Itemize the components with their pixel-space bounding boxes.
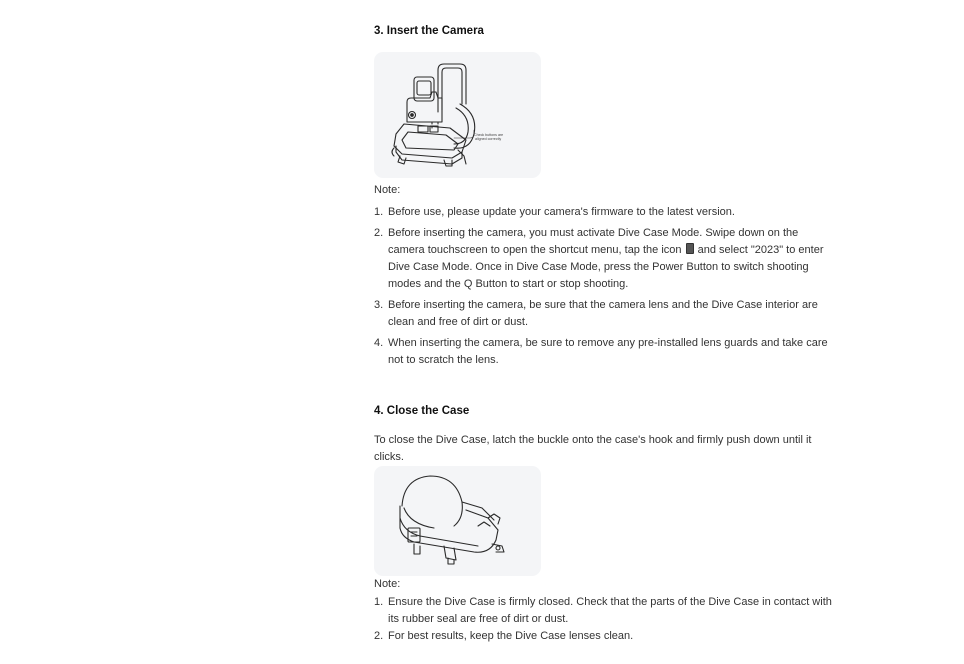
list-number: 2. xyxy=(374,630,384,642)
list-item xyxy=(374,335,834,369)
callout-text-line2: aligned correctly xyxy=(475,137,502,141)
list-item xyxy=(374,297,834,331)
list-number: 1. xyxy=(374,596,384,608)
section-heading-insert-camera: 3. Insert the Camera xyxy=(374,25,484,37)
list-number: 4. xyxy=(374,337,384,349)
list-text: Before inserting the camera, be sure that the camera lens and the Dive Case interior are clean and free of dirt or dust. xyxy=(388,299,818,328)
list-item xyxy=(374,225,834,293)
camera-insertion-drawing xyxy=(374,52,541,178)
list-number: 1. xyxy=(374,206,384,218)
list-item xyxy=(374,628,834,645)
insert-camera-illustration xyxy=(374,52,541,178)
section4-notes-list xyxy=(374,594,834,645)
list-text-before-icon: Before inserting the camera, you must activate Dive Case Mode. Swipe down on the camera touchscreen to open the shortcut menu, tap the icon xyxy=(388,227,799,256)
list-number: 2. xyxy=(374,227,384,239)
list-text: When inserting the camera, be sure to remove any pre-installed lens guards and take care not to scratch the lens. xyxy=(388,337,828,366)
list-text-after-icon: and select "2023" to enter Dive Case Mode. Once in Dive Case Mode, press the Power Button to switch shooting modes and the Q Button to start or stop shooting. xyxy=(388,244,824,290)
list-text: Before use, please update your camera's firmware to the latest version. xyxy=(388,206,735,218)
section3-note-label: Note: xyxy=(374,184,401,196)
list-text: Ensure the Dive Case is firmly closed. Check that the parts of the Dive Case in contact with its rubber seal are free of dirt or dust. xyxy=(388,596,832,625)
list-item xyxy=(374,594,834,628)
dive-case-mode-icon xyxy=(686,243,694,254)
list-number: 3. xyxy=(374,299,384,311)
case-closing-drawing xyxy=(374,466,541,576)
section3-notes-list xyxy=(374,204,834,369)
close-case-illustration xyxy=(374,466,541,576)
section4-note-label: Note: xyxy=(374,578,401,590)
section4-intro: To close the Dive Case, latch the buckle onto the case's hook and firmly push down until it clicks. xyxy=(374,434,812,463)
callout-text-line1: Check buttons are xyxy=(474,133,504,137)
section-heading-close-case: 4. Close the Case xyxy=(374,405,470,417)
list-item xyxy=(374,204,834,221)
list-text: For best results, keep the Dive Case lenses clean. xyxy=(388,630,634,642)
